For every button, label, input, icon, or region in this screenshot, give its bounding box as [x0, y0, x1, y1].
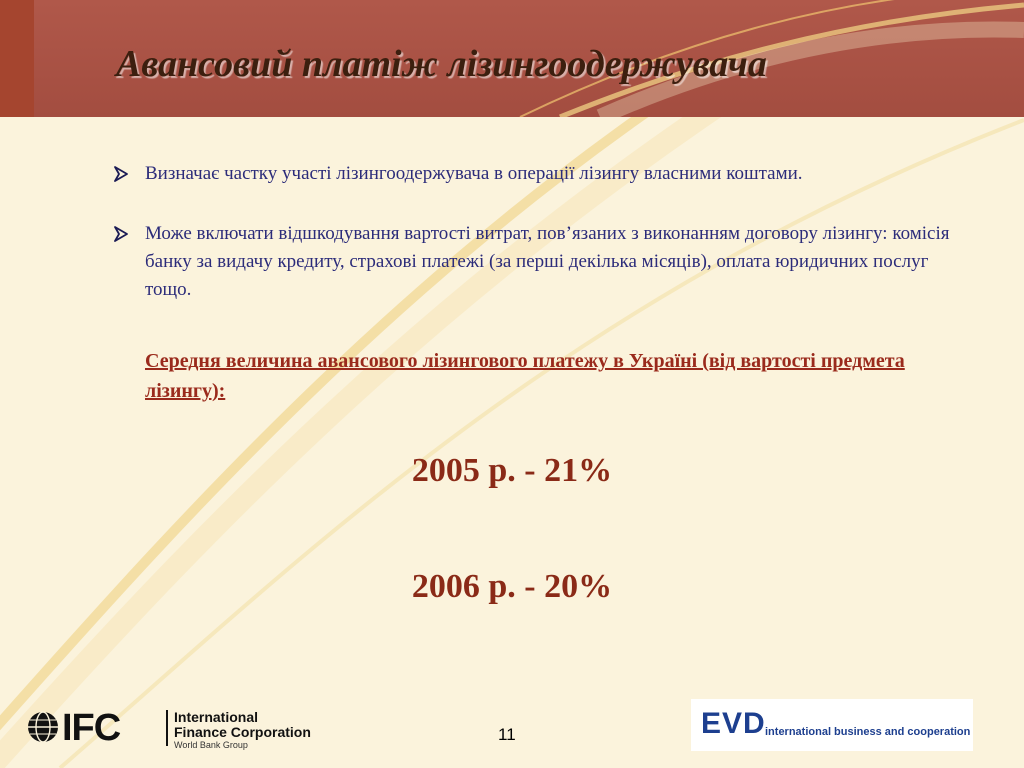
- arrow-right-icon: [113, 165, 129, 183]
- evd-tagline: international business and cooperation: [765, 726, 971, 738]
- bullet-item: [113, 220, 963, 304]
- stat-2005: [0, 452, 1024, 490]
- bullet-item: [113, 160, 963, 188]
- slide-title: Авансовий платіж лізингоодержувача: [116, 43, 767, 85]
- evd-mark: EVD: [701, 707, 766, 740]
- bullet-text: Може включати відшкодування вартості витрат, пов’язаних з виконанням договору лізингу: комісія банку за видачу кредиту, страхові платежі (за перші декілька місяців), оплата юридичних послуг тощо.: [145, 223, 950, 300]
- stat-2006: [0, 568, 1024, 606]
- ifc-line-3: World Bank Group: [174, 740, 248, 750]
- bullet-list: [113, 160, 963, 304]
- ifc-mark: IFC: [62, 707, 121, 749]
- stat-text: 2005 р. - 21%: [411, 452, 613, 489]
- ifc-line-1: International: [174, 709, 259, 725]
- arrow-right-icon: [113, 225, 129, 243]
- bullet-text: Визначає частку участі лізингоодержувача в операції лізингу власними коштами.: [145, 163, 803, 184]
- evd-logo: [691, 699, 973, 751]
- header-left-band: [0, 0, 34, 117]
- page-number: 11: [498, 725, 516, 744]
- ifc-divider: [166, 710, 168, 746]
- subheading: Середня величина авансового лізингового платежу в Україні (від вартості предмета лізингу):: [145, 350, 905, 402]
- globe-icon: [26, 710, 60, 744]
- stat-text: 2006 р. - 20%: [411, 568, 613, 605]
- ifc-logo: [26, 706, 316, 750]
- ifc-text: [174, 710, 311, 751]
- ifc-line-2: Finance Corporation: [174, 724, 311, 740]
